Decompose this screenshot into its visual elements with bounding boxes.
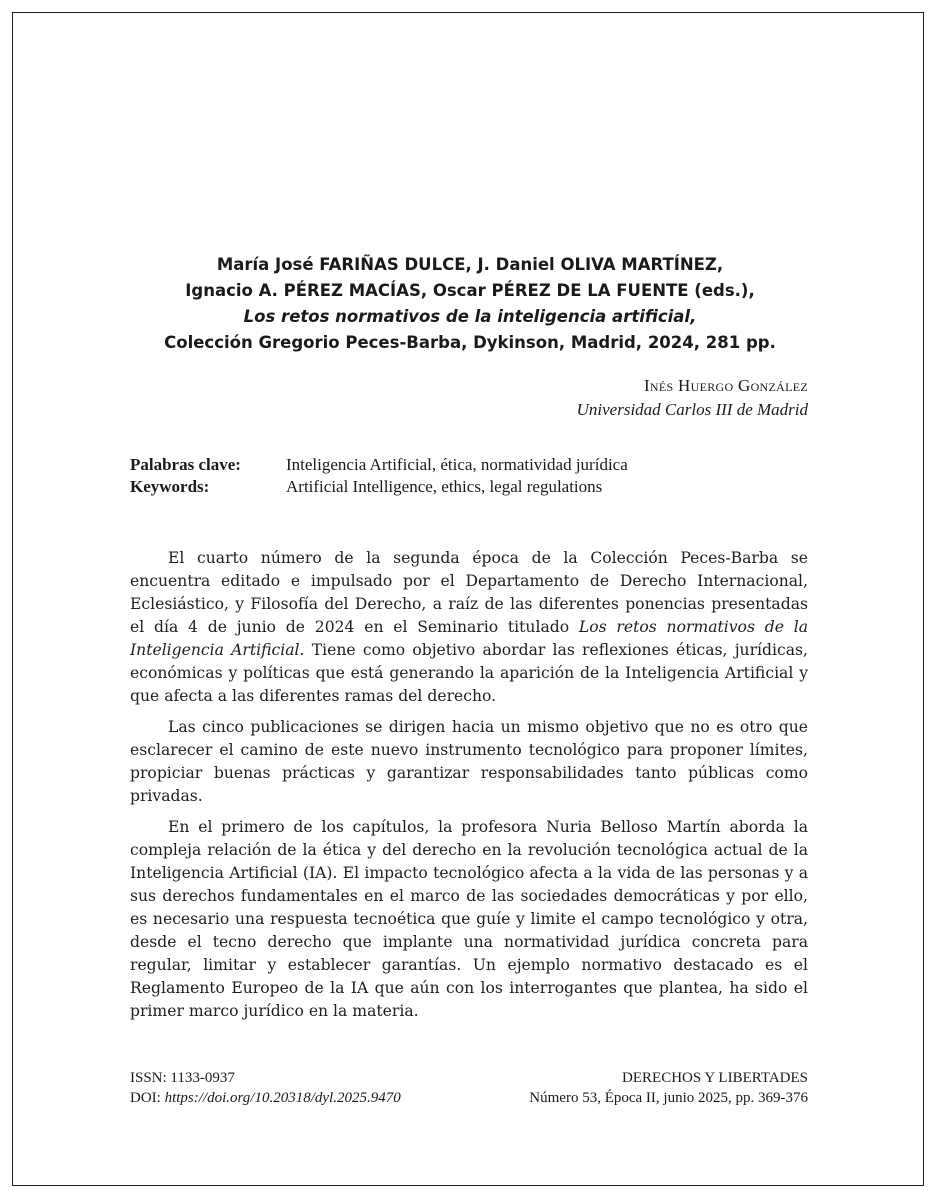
review-publication-info: Colección Gregorio Peces-Barba, Dykinson, Madrid, 2024, 281 pp.: [164, 333, 776, 352]
reviewer-block: [577, 374, 808, 422]
keywords-es-value: Inteligencia Artificial, ética, normatividad jurídica: [286, 455, 628, 474]
doi-line: [130, 1088, 401, 1108]
keywords-row-en: [130, 476, 810, 498]
keywords-block: [130, 454, 810, 498]
review-editors-line-1: María José FARIÑAS DULCE, J. Daniel OLIVA MARTÍNEZ,: [216, 255, 724, 274]
seminar-title: Los retos normativos de la Inteligencia Artificial: [130, 618, 808, 659]
footer-left: [130, 1068, 401, 1108]
doi-label: DOI:: [130, 1090, 165, 1106]
keywords-en-value: Artificial Intelligence, ethics, legal regulations: [286, 477, 603, 496]
keywords-row-es: [130, 454, 810, 476]
doi-link[interactable]: https://doi.org/10.20318/dyl.2025.9470: [164, 1090, 401, 1106]
journal-name: DERECHOS Y LIBERTADES: [622, 1070, 808, 1086]
review-heading: [130, 252, 810, 356]
keywords-es-label: Palabras clave:: [130, 455, 241, 474]
reviewer-name: Inés Huergo González: [643, 376, 808, 395]
review-book-title: Los retos normativos de la inteligencia artificial,: [243, 307, 697, 326]
paragraph-1: [130, 547, 808, 708]
issue-info: Número 53, Época II, junio 2025, pp. 369-376: [529, 1090, 808, 1106]
paragraph-1-part-a: El cuarto número de la segunda época de la Colección Peces-Barba se encuentra editado e impulsado por el Departamento de Derecho Internacional, Eclesiástico, y Filosofía del Derecho, a raíz de las diferentes ponencias presentadas el día 4 de junio de 2024 en el Seminario titulado: [130, 549, 808, 636]
paragraph-2: Las cinco publicaciones se dirigen hacia un mismo objetivo que no es otro que esclarecer el camino de este nuevo instrumento tecnológico para proponer límites, propiciar buenas prácticas y garantizar responsabilidades tanto públicas como privadas.: [130, 718, 808, 805]
review-editors-line-2: Ignacio A. PÉREZ MACÍAS, Oscar PÉREZ DE LA FUENTE (eds.),: [185, 281, 755, 300]
paragraph-1-part-b: . Tiene como objetivo abordar las reflexiones éticas, jurídicas, económicas y políticas que está generando la aparición de la Inteligencia Artificial y que afecta a las diferentes ramas del derecho.: [130, 641, 808, 705]
keywords-en-label: Keywords:: [130, 477, 210, 496]
reviewer-affiliation: Universidad Carlos III de Madrid: [576, 400, 808, 419]
review-body: [130, 547, 808, 1031]
paragraph-3: En el primero de los capítulos, la profesora Nuria Belloso Martín aborda la compleja relación de la ética y del derecho en la revolución tecnológica actual de la Inteligencia Artificial (IA). El impacto tecnológico afecta a la vida de las personas y a sus derechos fundamentales en el marco de las sociedades democráticas y por ello, es necesario una respuesta tecnoética que guíe y limite el campo tecnológico y otra, desde el tecno derecho que implante una normatividad jurídica concreta para regular, limitar y establecer garantías. Un ejemplo normativo destacado es el Reglamento Europeo de la IA que aún con los interrogantes que plantea, ha sido el primer marco jurídico en la materia.: [130, 818, 808, 1020]
page-footer: [130, 1068, 808, 1108]
issn: ISSN: 1133-0937: [130, 1070, 235, 1086]
footer-right: [529, 1068, 808, 1108]
